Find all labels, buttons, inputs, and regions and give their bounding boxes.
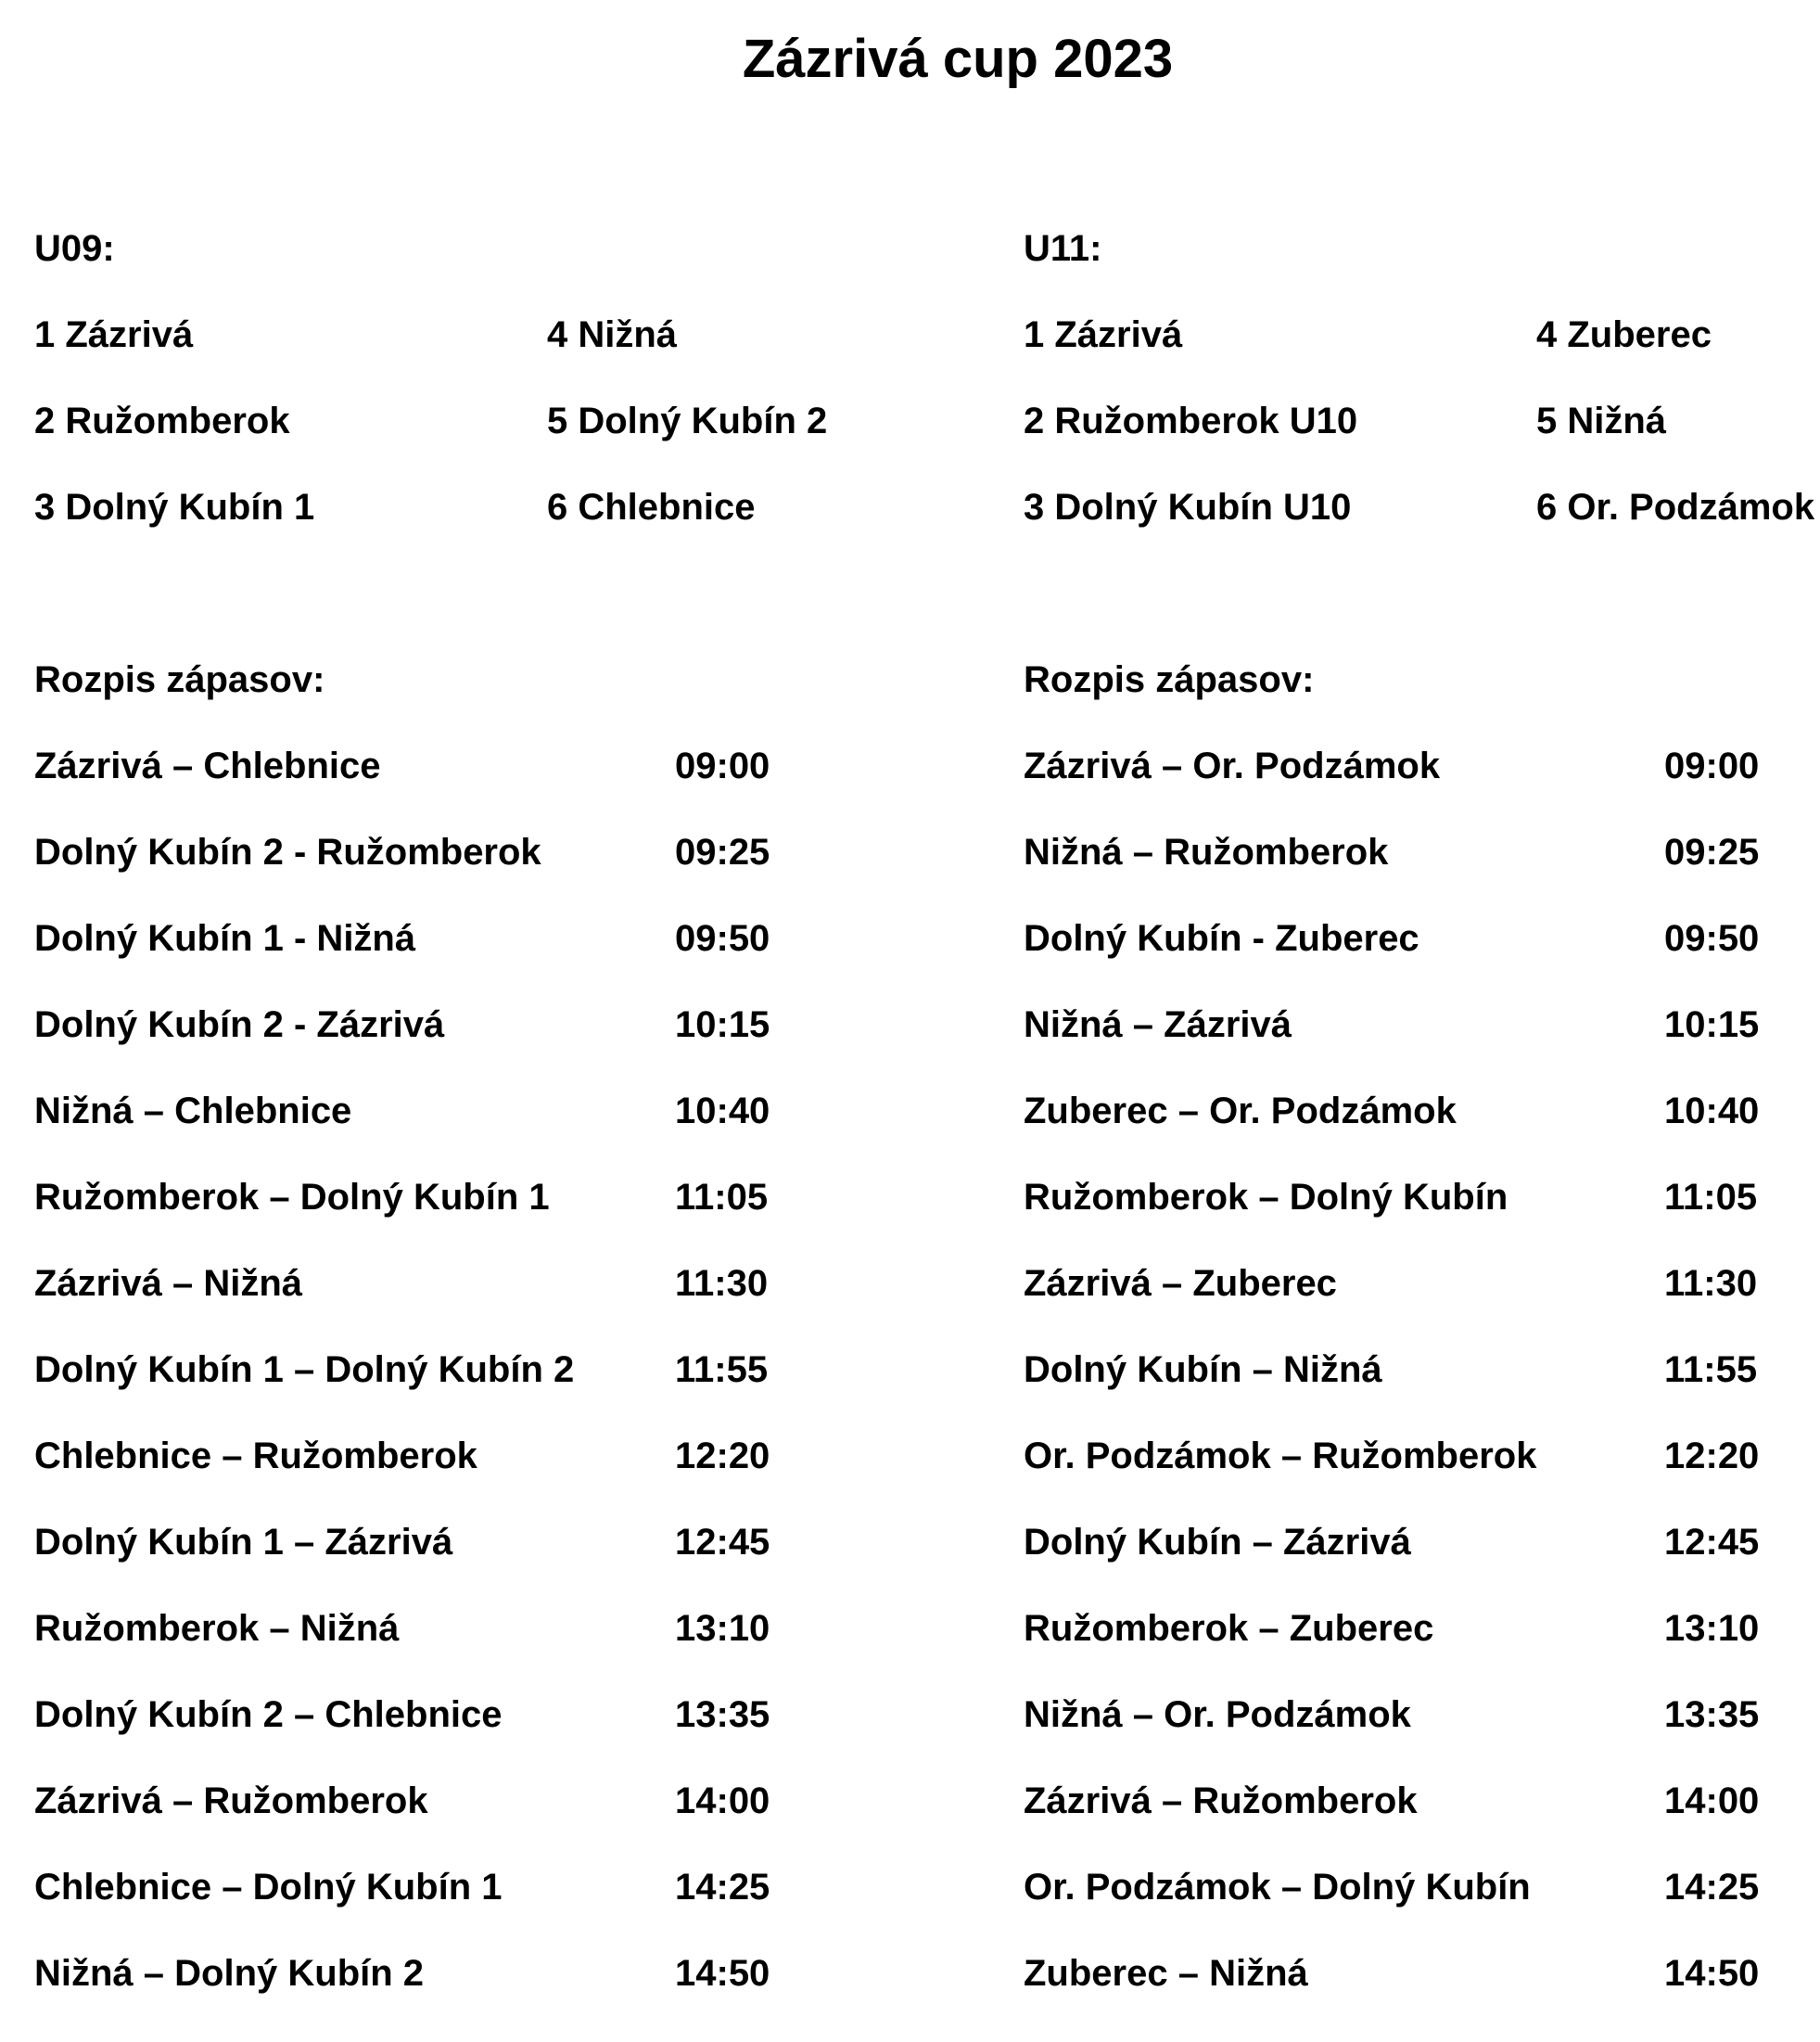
- match-name: Chlebnice – Ružomberok: [34, 1436, 477, 1476]
- match-time: 10:40: [1664, 1091, 1760, 1131]
- match-name: Nižná – Chlebnice: [34, 1091, 352, 1131]
- match-time: 11:05: [1664, 1177, 1758, 1218]
- match-name: Dolný Kubín 1 – Dolný Kubín 2: [34, 1349, 575, 1390]
- team-entry: 3 Dolný Kubín 1: [34, 487, 315, 528]
- match-name: Ružomberok – Zuberec: [1024, 1608, 1434, 1649]
- match-time: 12:20: [1664, 1436, 1760, 1476]
- team-entry: 1 Zázrivá: [34, 314, 194, 355]
- match-name: Dolný Kubín 2 - Zázrivá: [34, 1004, 445, 1045]
- match-name: Dolný Kubín – Zázrivá: [1024, 1522, 1411, 1563]
- match-time: 13:10: [675, 1608, 770, 1649]
- match-time: 11:30: [1664, 1263, 1758, 1304]
- match-name: Dolný Kubín 1 – Zázrivá: [34, 1522, 453, 1563]
- team-entry: 5 Dolný Kubín 2: [547, 401, 828, 441]
- match-time: 09:25: [1664, 832, 1760, 873]
- match-time: 12:45: [1664, 1522, 1760, 1563]
- match-time: 12:45: [675, 1522, 770, 1563]
- category-label: U09:: [34, 228, 115, 269]
- match-time: 14:25: [675, 1867, 770, 1908]
- category-u09-column: [34, 0, 961, 2042]
- match-time: 11:30: [675, 1263, 769, 1304]
- match-name: Zázrivá – Ružomberok: [34, 1780, 428, 1821]
- match-time: 14:25: [1664, 1867, 1760, 1908]
- match-time: 09:50: [1664, 918, 1760, 959]
- match-name: Zuberec – Nižná: [1024, 1953, 1308, 1994]
- category-u11-column: [1024, 0, 1820, 2042]
- match-name: Zázrivá – Or. Podzámok: [1024, 746, 1441, 786]
- match-time: 09:00: [1664, 746, 1760, 786]
- match-name: Chlebnice – Dolný Kubín 1: [34, 1867, 503, 1908]
- match-name: Nižná – Zázrivá: [1024, 1004, 1292, 1045]
- match-time: 12:20: [675, 1436, 770, 1476]
- match-time: 11:55: [1664, 1349, 1758, 1390]
- match-name: Zuberec – Or. Podzámok: [1024, 1091, 1457, 1131]
- match-name: Zázrivá – Zuberec: [1024, 1263, 1337, 1304]
- team-entry: 6 Or. Podzámok: [1536, 487, 1815, 528]
- match-name: Ružomberok – Dolný Kubín 1: [34, 1177, 550, 1218]
- match-name: Dolný Kubín - Zuberec: [1024, 918, 1419, 959]
- match-time: 14:50: [1664, 1953, 1760, 1994]
- schedule-heading: Rozpis zápasov:: [1024, 659, 1315, 700]
- match-name: Zázrivá – Nižná: [34, 1263, 303, 1304]
- schedule-heading: Rozpis zápasov:: [34, 659, 325, 700]
- match-time: 09:50: [675, 918, 770, 959]
- match-time: 13:35: [1664, 1694, 1760, 1735]
- match-name: Nižná – Or. Podzámok: [1024, 1694, 1411, 1735]
- team-entry: 2 Ružomberok U10: [1024, 401, 1358, 441]
- team-entry: 4 Nižná: [547, 314, 678, 355]
- match-name: Zázrivá – Chlebnice: [34, 746, 381, 786]
- match-time: 13:10: [1664, 1608, 1760, 1649]
- team-entry: 2 Ružomberok: [34, 401, 290, 441]
- match-time: 11:55: [675, 1349, 769, 1390]
- match-time: 14:50: [675, 1953, 770, 1994]
- match-time: 14:00: [675, 1780, 770, 1821]
- match-name: Dolný Kubín 2 - Ružomberok: [34, 832, 541, 873]
- team-entry: 6 Chlebnice: [547, 487, 756, 528]
- match-name: Ružomberok – Nižná: [34, 1608, 400, 1649]
- match-time: 13:35: [675, 1694, 770, 1735]
- match-name: Or. Podzámok – Ružomberok: [1024, 1436, 1537, 1476]
- page-title: Zázrivá cup 2023: [742, 29, 1174, 89]
- team-entry: 1 Zázrivá: [1024, 314, 1183, 355]
- team-entry: 4 Zuberec: [1536, 314, 1712, 355]
- match-name: Nižná – Dolný Kubín 2: [34, 1953, 425, 1994]
- match-time: 09:25: [675, 832, 770, 873]
- match-time: 10:40: [675, 1091, 770, 1131]
- match-name: Ružomberok – Dolný Kubín: [1024, 1177, 1508, 1218]
- match-name: Zázrivá – Ružomberok: [1024, 1780, 1418, 1821]
- match-name: Nižná – Ružomberok: [1024, 832, 1389, 873]
- match-name: Dolný Kubín – Nižná: [1024, 1349, 1382, 1390]
- match-time: 11:05: [675, 1177, 769, 1218]
- match-name: Or. Podzámok – Dolný Kubín: [1024, 1867, 1531, 1908]
- match-time: 09:00: [675, 746, 770, 786]
- match-time: 10:15: [1664, 1004, 1760, 1045]
- category-label: U11:: [1024, 228, 1102, 269]
- match-name: Dolný Kubín 1 - Nižná: [34, 918, 416, 959]
- team-entry: 3 Dolný Kubín U10: [1024, 487, 1352, 528]
- match-time: 10:15: [675, 1004, 770, 1045]
- team-entry: 5 Nižná: [1536, 401, 1667, 441]
- match-time: 14:00: [1664, 1780, 1760, 1821]
- match-name: Dolný Kubín 2 – Chlebnice: [34, 1694, 503, 1735]
